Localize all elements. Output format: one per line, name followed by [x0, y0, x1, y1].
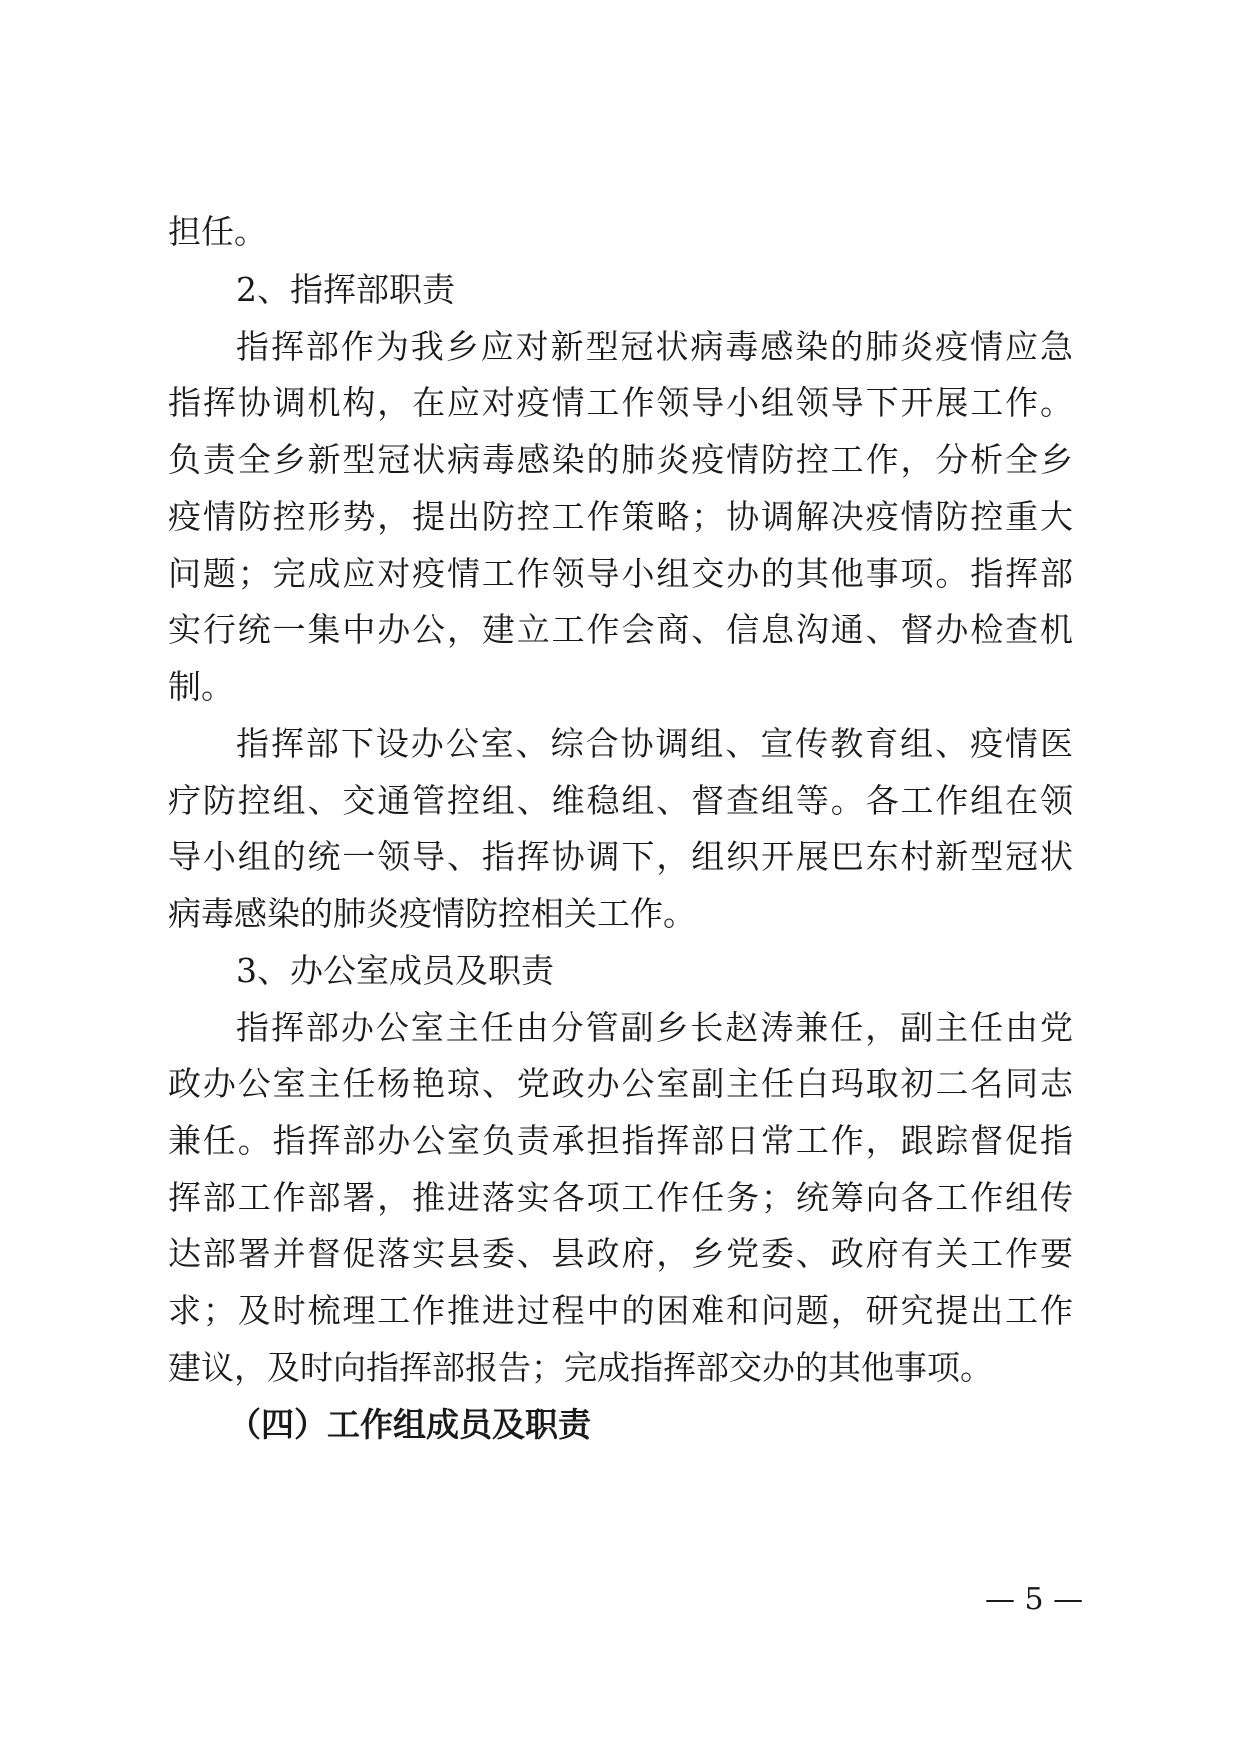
text-line: 兼任。指挥部办公室负责承担指挥部日常工作，跟踪督促指 — [168, 1121, 1073, 1160]
text-line: 挥部工作部署，推进落实各项工作任务；统筹向各工作组传 — [168, 1178, 1073, 1217]
text-line: 求；及时梳理工作推进过程中的困难和问题，研究提出工作 — [168, 1291, 1073, 1330]
section-heading-bold: （四）工作组成员及职责 — [228, 1405, 591, 1444]
text-line: 指挥部下设办公室、综合协调组、宣传教育组、疫情医 — [236, 724, 1073, 763]
text-line: 指挥部办公室主任由分管副乡长赵涛兼任，副主任由党 — [236, 1008, 1073, 1047]
section-heading: 2、指挥部职责 — [236, 270, 455, 309]
text-line: 指挥部作为我乡应对新型冠状病毒感染的肺炎疫情应急 — [236, 327, 1073, 366]
text-line: 制。 — [168, 667, 234, 706]
page-number: — 5 — — [985, 1582, 1084, 1617]
text-line: 病毒感染的肺炎疫情防控相关工作。 — [168, 894, 696, 933]
text-line: 疫情防控形势，提出防控工作策略；协调解决疫情防控重大 — [168, 497, 1073, 536]
text-line: 问题；完成应对疫情工作领导小组交办的其他事项。指挥部 — [168, 554, 1073, 593]
text-line: 指挥协调机构，在应对疫情工作领导小组领导下开展工作。 — [168, 383, 1073, 422]
text-line: 实行统一集中办公，建立工作会商、信息沟通、督办检查机 — [168, 610, 1073, 649]
text-line: 政办公室主任杨艳琼、党政办公室副主任白玛取初二名同志 — [168, 1064, 1073, 1103]
text-line: 负责全乡新型冠状病毒感染的肺炎疫情防控工作，分析全乡 — [168, 440, 1073, 479]
text-line: 达部署并督促落实县委、县政府，乡党委、政府有关工作要 — [168, 1234, 1073, 1273]
text-line: 疗防控组、交通管控组、维稳组、督查组等。各工作组在领 — [168, 781, 1073, 820]
section-heading: 3、办公室成员及职责 — [236, 951, 554, 990]
text-line: 建议，及时向指挥部报告；完成指挥部交办的其他事项。 — [168, 1348, 993, 1387]
text-line: 导小组的统一领导、指挥协调下，组织开展巴东村新型冠状 — [168, 837, 1073, 876]
text-line: 担任。 — [168, 212, 267, 251]
